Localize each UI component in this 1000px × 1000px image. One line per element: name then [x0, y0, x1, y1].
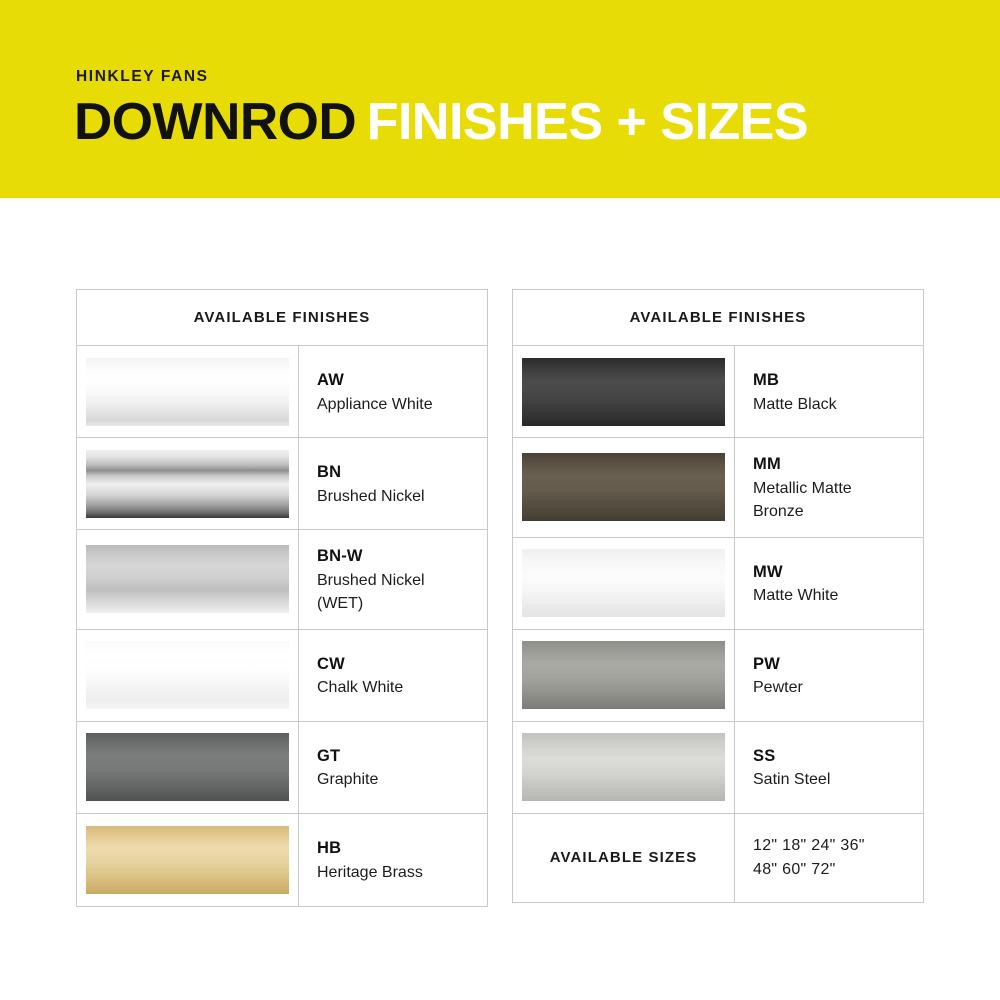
swatch-cell — [77, 438, 299, 529]
left-table-header — [77, 290, 487, 346]
finish-name: Heritage Brass — [317, 863, 423, 881]
finish-info — [735, 346, 923, 437]
finish-name: Graphite — [317, 771, 379, 789]
finish-code: PW — [753, 654, 780, 673]
finish-name: Appliance White — [317, 395, 433, 413]
swatch-cell — [77, 814, 299, 906]
swatch-cell — [77, 630, 299, 721]
brand-name: HINKLEY FANS — [76, 68, 209, 85]
swatch-cell — [513, 630, 735, 721]
finish-name-line2: (WET) — [317, 595, 364, 613]
swatch-cell — [513, 346, 735, 437]
finish-name: Chalk White — [317, 679, 404, 697]
finish-name: Brushed Nickel — [317, 571, 425, 589]
right-table-header — [513, 290, 923, 346]
swatch-cell — [513, 722, 735, 813]
finish-swatch-mm — [522, 453, 725, 521]
table-row — [77, 346, 487, 438]
table-row — [77, 530, 487, 630]
finish-code: BN-W — [317, 547, 363, 565]
finish-code: MB — [753, 370, 780, 389]
available-sizes-values — [735, 814, 923, 902]
finish-swatch-gt — [86, 733, 289, 801]
available-sizes-row — [513, 814, 923, 902]
finish-swatch-aw — [86, 358, 289, 426]
finish-name: Brushed Nickel — [317, 487, 425, 505]
finish-swatch-mb — [522, 358, 725, 426]
finish-swatch-bn-w — [86, 545, 289, 613]
finish-code: AW — [317, 370, 344, 389]
finish-info — [735, 538, 923, 629]
finish-swatch-pw — [522, 641, 725, 709]
finish-name: Metallic Matte — [753, 479, 852, 497]
left-finishes-table — [76, 289, 488, 907]
swatch-cell — [513, 538, 735, 629]
finish-info — [299, 346, 487, 437]
finish-code: MW — [753, 562, 783, 581]
finish-swatch-cw — [86, 641, 289, 709]
table-row — [513, 630, 923, 722]
finish-info — [735, 722, 923, 813]
finish-name: Matte White — [753, 587, 839, 605]
page-title-main: DOWNROD — [74, 93, 357, 151]
finish-info — [299, 814, 487, 906]
table-row — [513, 538, 923, 630]
finish-info — [299, 630, 487, 721]
finish-info — [735, 438, 923, 537]
table-row — [513, 722, 923, 814]
table-row — [513, 438, 923, 538]
swatch-cell — [513, 438, 735, 537]
table-row — [513, 346, 923, 438]
swatch-cell — [77, 530, 299, 629]
available-sizes-line-1: 12" 18" 24" 36" — [753, 837, 865, 855]
finish-code: CW — [317, 654, 345, 673]
finish-swatch-bn — [86, 450, 289, 518]
table-row — [77, 722, 487, 814]
available-sizes-label-cell — [513, 814, 735, 902]
left-table-header-label: AVAILABLE FINISHES — [193, 309, 371, 326]
finish-code: SS — [753, 746, 776, 765]
finish-code: BN — [317, 462, 342, 481]
finish-info — [735, 630, 923, 721]
available-sizes-label: AVAILABLE SIZES — [549, 849, 698, 867]
finish-code: GT — [317, 746, 341, 765]
page-title-sub: FINISHES + SIZES — [366, 93, 809, 151]
right-finishes-table — [512, 289, 924, 903]
finish-info — [299, 438, 487, 529]
finish-code: HB — [317, 839, 342, 858]
table-row — [77, 438, 487, 530]
finish-name: Pewter — [753, 679, 803, 697]
finish-info — [299, 722, 487, 813]
finish-code: MM — [753, 455, 781, 473]
finish-swatch-hb — [86, 826, 289, 894]
table-row — [77, 630, 487, 722]
finish-name: Satin Steel — [753, 771, 831, 789]
finish-swatch-ss — [522, 733, 725, 801]
finish-name-line2: Bronze — [753, 503, 804, 521]
table-row — [77, 814, 487, 906]
right-table-header-label: AVAILABLE FINISHES — [629, 309, 807, 326]
finish-info — [299, 530, 487, 629]
finish-swatch-mw — [522, 549, 725, 617]
available-sizes-line-2: 48" 60" 72" — [753, 860, 836, 878]
finish-name: Matte Black — [753, 395, 837, 413]
swatch-cell — [77, 346, 299, 437]
swatch-cell — [77, 722, 299, 813]
